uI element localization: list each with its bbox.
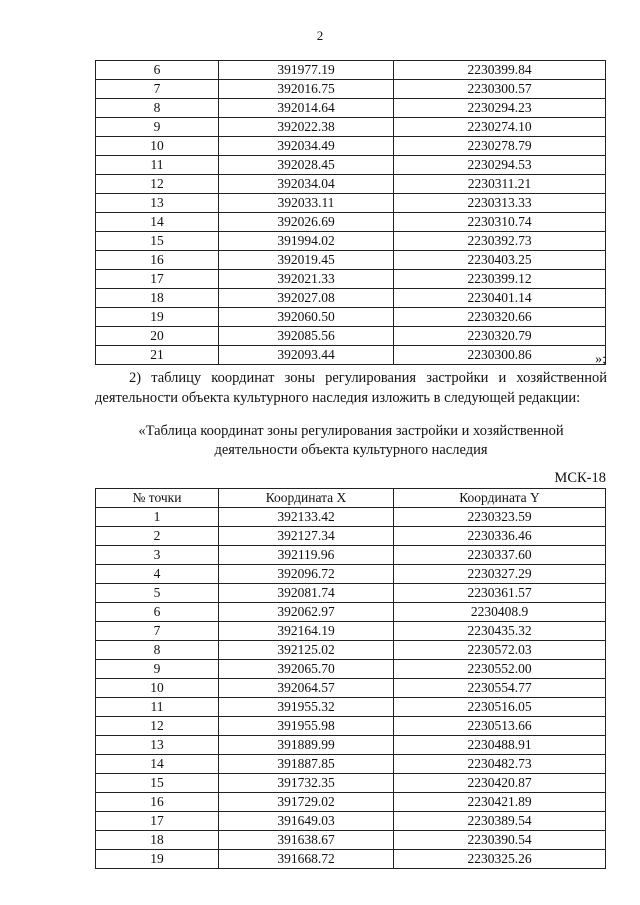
coordinate-y-cell: 2230435.32: [394, 622, 606, 641]
coordinate-y-cell: 2230300.57: [394, 80, 606, 99]
coordinate-x-cell: 392096.72: [219, 565, 394, 584]
point-number-cell: 14: [96, 213, 219, 232]
point-number-cell: 14: [96, 755, 219, 774]
point-number-cell: 19: [96, 308, 219, 327]
header-coordinate-x: Координата X: [219, 489, 394, 508]
coordinate-x-cell: 392026.69: [219, 213, 394, 232]
coordinate-y-cell: 2230572.03: [394, 641, 606, 660]
table-row: [96, 508, 606, 527]
page-number: 2: [316, 28, 324, 43]
coordinate-x-cell: 392125.02: [219, 641, 394, 660]
point-number-cell: 18: [96, 831, 219, 850]
table-row: [96, 527, 606, 546]
coordinate-x-cell: 391994.02: [219, 232, 394, 251]
coordinate-y-cell: 2230274.10: [394, 118, 606, 137]
coordinate-x-cell: 391732.35: [219, 774, 394, 793]
coordinate-y-cell: 2230389.54: [394, 812, 606, 831]
table-row: [96, 175, 606, 194]
table-row: [96, 850, 606, 869]
table-row: [96, 118, 606, 137]
coordinate-x-cell: 392060.50: [219, 308, 394, 327]
coordinate-y-cell: 2230408.9: [394, 603, 606, 622]
coordinate-x-cell: 391887.85: [219, 755, 394, 774]
coordinate-x-cell: 392028.45: [219, 156, 394, 175]
coordinate-y-cell: 2230320.66: [394, 308, 606, 327]
coordinate-y-cell: 2230327.29: [394, 565, 606, 584]
coordinate-x-cell: 391889.99: [219, 736, 394, 755]
point-number-cell: 12: [96, 717, 219, 736]
coordinate-y-cell: 2230323.59: [394, 508, 606, 527]
point-number-cell: 9: [96, 660, 219, 679]
table-title-line-2: деятельности объекта культурного наследия: [214, 442, 488, 458]
table-row: [96, 717, 606, 736]
table-row: [96, 641, 606, 660]
table-row: [96, 213, 606, 232]
coordinate-x-cell: 392065.70: [219, 660, 394, 679]
point-number-cell: 2: [96, 527, 219, 546]
coordinate-y-cell: 2230311.21: [394, 175, 606, 194]
coordinate-x-cell: 392164.19: [219, 622, 394, 641]
table-row: [96, 232, 606, 251]
coordinate-y-cell: 2230300.86: [394, 346, 606, 365]
point-number-cell: 16: [96, 793, 219, 812]
coordinate-y-cell: 2230294.23: [394, 99, 606, 118]
coordinate-y-cell: 2230403.25: [394, 251, 606, 270]
coordinate-y-cell: 2230399.12: [394, 270, 606, 289]
table-row: [96, 603, 606, 622]
table-row: [96, 251, 606, 270]
coordinate-x-cell: 391955.32: [219, 698, 394, 717]
coordinate-x-cell: 392016.75: [219, 80, 394, 99]
coordinate-system-label: МСК-18: [554, 470, 606, 486]
table-row: [96, 546, 606, 565]
point-number-cell: 17: [96, 270, 219, 289]
coordinate-y-cell: 2230337.60: [394, 546, 606, 565]
point-number-cell: 7: [96, 622, 219, 641]
coordinate-y-cell: 2230482.73: [394, 755, 606, 774]
table-row: [96, 61, 606, 80]
table-row: [96, 346, 606, 365]
point-number-cell: 4: [96, 565, 219, 584]
coordinate-x-cell: 392064.57: [219, 679, 394, 698]
point-number-cell: 6: [96, 61, 219, 80]
coordinates-table-body: [96, 61, 606, 365]
point-number-cell: 15: [96, 774, 219, 793]
coordinate-x-cell: 392127.34: [219, 527, 394, 546]
coordinate-x-cell: 391977.19: [219, 61, 394, 80]
coordinate-y-cell: 2230420.87: [394, 774, 606, 793]
table-row: [96, 774, 606, 793]
coordinate-x-cell: 392022.38: [219, 118, 394, 137]
coordinate-x-cell: 392014.64: [219, 99, 394, 118]
table-row: [96, 622, 606, 641]
point-number-cell: 12: [96, 175, 219, 194]
table-row: [96, 793, 606, 812]
coordinate-x-cell: 392034.04: [219, 175, 394, 194]
table-title-line-1: «Таблица координат зоны регулирования застройки и хозяйственной: [138, 423, 564, 439]
point-number-cell: 7: [96, 80, 219, 99]
table-row: [96, 194, 606, 213]
coordinate-y-cell: 2230401.14: [394, 289, 606, 308]
point-number-cell: 5: [96, 584, 219, 603]
table-row: [96, 812, 606, 831]
coordinate-y-cell: 2230552.00: [394, 660, 606, 679]
coordinate-x-cell: 392133.42: [219, 508, 394, 527]
point-number-cell: 21: [96, 346, 219, 365]
coordinate-y-cell: 2230313.33: [394, 194, 606, 213]
table-row: [96, 831, 606, 850]
coordinate-y-cell: 2230336.46: [394, 527, 606, 546]
coordinate-y-cell: 2230294.53: [394, 156, 606, 175]
point-number-cell: 8: [96, 99, 219, 118]
coordinates-table-continued: [95, 60, 606, 365]
point-number-cell: 20: [96, 327, 219, 346]
table-row: [96, 584, 606, 603]
table-row: [96, 308, 606, 327]
point-number-cell: 13: [96, 194, 219, 213]
coordinate-y-cell: 2230513.66: [394, 717, 606, 736]
table-row: [96, 660, 606, 679]
point-number-cell: 10: [96, 137, 219, 156]
coordinate-x-cell: 392081.74: [219, 584, 394, 603]
point-number-cell: 13: [96, 736, 219, 755]
table-row: [96, 327, 606, 346]
table-row: [96, 755, 606, 774]
table-row: [96, 80, 606, 99]
point-number-cell: 6: [96, 603, 219, 622]
coordinate-x-cell: 392062.97: [219, 603, 394, 622]
zone-coordinates-table-body: [96, 508, 606, 869]
coordinate-x-cell: 392093.44: [219, 346, 394, 365]
point-number-cell: 11: [96, 698, 219, 717]
table-row: [96, 156, 606, 175]
table-row: [96, 137, 606, 156]
coordinate-y-cell: 2230516.05: [394, 698, 606, 717]
coordinate-y-cell: 2230488.91: [394, 736, 606, 755]
coordinate-y-cell: 2230421.89: [394, 793, 606, 812]
coordinate-y-cell: 2230320.79: [394, 327, 606, 346]
table-title: [95, 422, 607, 460]
closing-quote: »;: [595, 352, 606, 367]
point-number-cell: 17: [96, 812, 219, 831]
coordinate-y-cell: 2230399.84: [394, 61, 606, 80]
point-number-cell: 18: [96, 289, 219, 308]
coordinate-y-cell: 2230361.57: [394, 584, 606, 603]
point-number-cell: 11: [96, 156, 219, 175]
header-point-number: № точки: [96, 489, 219, 508]
table-row: [96, 736, 606, 755]
amendment-paragraph: 2) таблицу координат зоны регулирования застройки и хозяйственной деятельности объекта культурного наследия изложить в следующей редакции:: [95, 370, 607, 406]
coordinate-x-cell: 391955.98: [219, 717, 394, 736]
point-number-cell: 10: [96, 679, 219, 698]
table-header-row: [96, 489, 606, 508]
header-coordinate-y: Координата Y: [394, 489, 606, 508]
coordinate-x-cell: 391668.72: [219, 850, 394, 869]
coordinate-y-cell: 2230278.79: [394, 137, 606, 156]
coordinate-y-cell: 2230392.73: [394, 232, 606, 251]
point-number-cell: 16: [96, 251, 219, 270]
coordinate-x-cell: 391638.67: [219, 831, 394, 850]
table-row: [96, 698, 606, 717]
point-number-cell: 19: [96, 850, 219, 869]
coordinate-x-cell: 392019.45: [219, 251, 394, 270]
point-number-cell: 15: [96, 232, 219, 251]
coordinate-y-cell: 2230325.26: [394, 850, 606, 869]
table-row: [96, 289, 606, 308]
coordinate-y-cell: 2230554.77: [394, 679, 606, 698]
point-number-cell: 1: [96, 508, 219, 527]
coordinate-y-cell: 2230310.74: [394, 213, 606, 232]
table-row: [96, 270, 606, 289]
coordinate-y-cell: 2230390.54: [394, 831, 606, 850]
table-row: [96, 679, 606, 698]
table-row: [96, 565, 606, 584]
coordinate-x-cell: 392085.56: [219, 327, 394, 346]
coordinate-x-cell: 392021.33: [219, 270, 394, 289]
coordinate-x-cell: 392034.49: [219, 137, 394, 156]
point-number-cell: 3: [96, 546, 219, 565]
coordinate-x-cell: 391729.02: [219, 793, 394, 812]
coordinate-x-cell: 392033.11: [219, 194, 394, 213]
coordinate-x-cell: 392027.08: [219, 289, 394, 308]
point-number-cell: 9: [96, 118, 219, 137]
coordinate-x-cell: 391649.03: [219, 812, 394, 831]
point-number-cell: 8: [96, 641, 219, 660]
zone-coordinates-table: [95, 488, 606, 869]
coordinate-x-cell: 392119.96: [219, 546, 394, 565]
table-row: [96, 99, 606, 118]
